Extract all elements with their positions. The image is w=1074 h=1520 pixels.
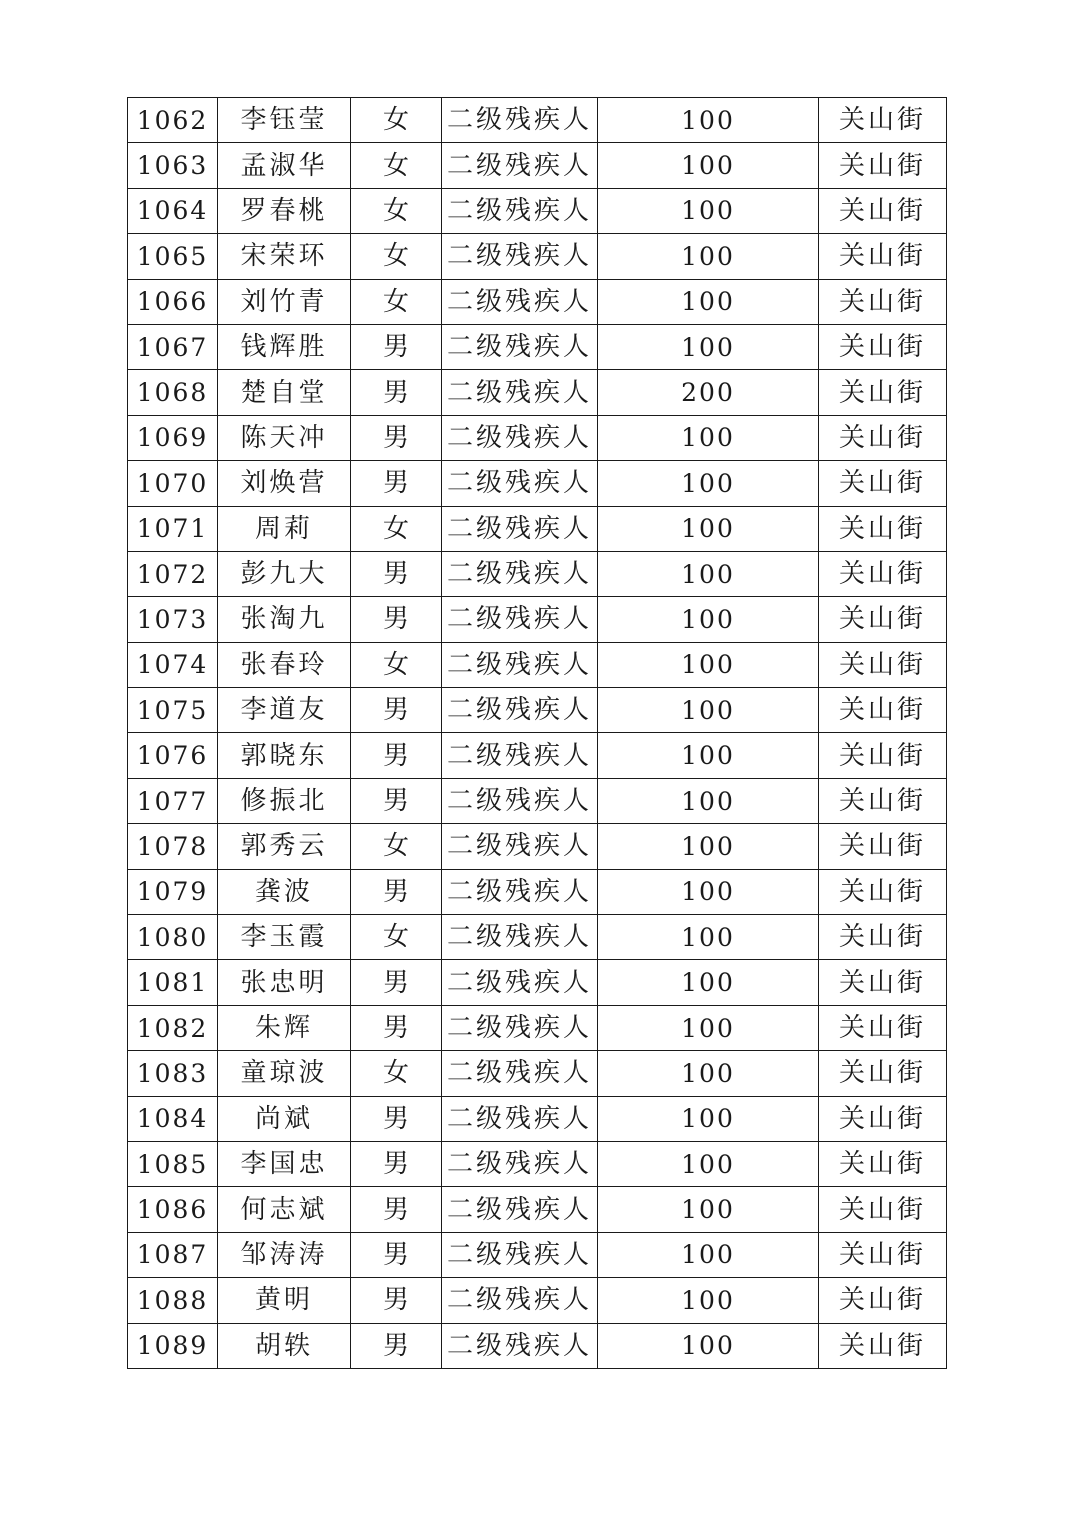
category-cell: 二级残疾人 [442,461,598,506]
amount-cell: 100 [598,279,819,324]
category-cell: 二级残疾人 [442,869,598,914]
name-cell: 郭秀云 [218,824,351,869]
category-cell: 二级残疾人 [442,1323,598,1368]
table-row [128,324,947,369]
row-number-cell: 1065 [128,234,218,279]
gender-cell: 男 [351,597,442,642]
gender-cell: 男 [351,1096,442,1141]
category-cell: 二级残疾人 [442,1096,598,1141]
gender-cell: 男 [351,1323,442,1368]
name-cell: 张春玲 [218,642,351,687]
row-number-cell: 1070 [128,461,218,506]
table-row [128,98,947,143]
table-row [128,597,947,642]
name-cell: 李国忠 [218,1141,351,1186]
table-row [128,1051,947,1096]
category-cell: 二级残疾人 [442,188,598,233]
category-cell: 二级残疾人 [442,642,598,687]
street-cell: 关山街 [819,188,947,233]
street-cell: 关山街 [819,1187,947,1232]
amount-cell: 100 [598,915,819,960]
amount-cell: 100 [598,415,819,460]
row-number-cell: 1068 [128,370,218,415]
street-cell: 关山街 [819,960,947,1005]
table-row [128,551,947,596]
street-cell: 关山街 [819,98,947,143]
table-row [128,869,947,914]
amount-cell: 100 [598,324,819,369]
row-number-cell: 1079 [128,869,218,914]
street-cell: 关山街 [819,506,947,551]
street-cell: 关山街 [819,733,947,778]
street-cell: 关山街 [819,869,947,914]
row-number-cell: 1073 [128,597,218,642]
amount-cell: 100 [598,1096,819,1141]
gender-cell: 男 [351,778,442,823]
amount-cell: 100 [598,143,819,188]
street-cell: 关山街 [819,824,947,869]
street-cell: 关山街 [819,1096,947,1141]
gender-cell: 女 [351,915,442,960]
street-cell: 关山街 [819,1051,947,1096]
name-cell: 孟淑华 [218,143,351,188]
street-cell: 关山街 [819,234,947,279]
roster-table-body [128,98,947,1369]
gender-cell: 男 [351,960,442,1005]
street-cell: 关山街 [819,597,947,642]
gender-cell: 男 [351,1005,442,1050]
street-cell: 关山街 [819,915,947,960]
row-number-cell: 1066 [128,279,218,324]
row-number-cell: 1080 [128,915,218,960]
gender-cell: 女 [351,506,442,551]
name-cell: 张忠明 [218,960,351,1005]
amount-cell: 100 [598,506,819,551]
name-cell: 周莉 [218,506,351,551]
table-row [128,824,947,869]
amount-cell: 100 [598,1278,819,1323]
amount-cell: 100 [598,188,819,233]
gender-cell: 男 [351,551,442,596]
amount-cell: 100 [598,824,819,869]
table-row [128,461,947,506]
street-cell: 关山街 [819,688,947,733]
street-cell: 关山街 [819,143,947,188]
row-number-cell: 1072 [128,551,218,596]
gender-cell: 男 [351,1278,442,1323]
street-cell: 关山街 [819,1323,947,1368]
category-cell: 二级残疾人 [442,279,598,324]
category-cell: 二级残疾人 [442,415,598,460]
gender-cell: 女 [351,824,442,869]
row-number-cell: 1081 [128,960,218,1005]
name-cell: 宋荣环 [218,234,351,279]
row-number-cell: 1069 [128,415,218,460]
row-number-cell: 1084 [128,1096,218,1141]
table-row [128,1232,947,1277]
category-cell: 二级残疾人 [442,143,598,188]
amount-cell: 100 [598,1051,819,1096]
name-cell: 朱辉 [218,1005,351,1050]
amount-cell: 100 [598,869,819,914]
name-cell: 童琼波 [218,1051,351,1096]
table-row [128,960,947,1005]
category-cell: 二级残疾人 [442,506,598,551]
gender-cell: 男 [351,1141,442,1186]
row-number-cell: 1083 [128,1051,218,1096]
row-number-cell: 1062 [128,98,218,143]
name-cell: 罗春桃 [218,188,351,233]
table-row [128,1278,947,1323]
table-row [128,688,947,733]
gender-cell: 女 [351,234,442,279]
category-cell: 二级残疾人 [442,1232,598,1277]
name-cell: 李道友 [218,688,351,733]
table-row [128,1187,947,1232]
gender-cell: 女 [351,143,442,188]
name-cell: 黄明 [218,1278,351,1323]
category-cell: 二级残疾人 [442,733,598,778]
street-cell: 关山街 [819,370,947,415]
table-row [128,733,947,778]
gender-cell: 男 [351,1232,442,1277]
amount-cell: 100 [598,960,819,1005]
street-cell: 关山街 [819,1005,947,1050]
amount-cell: 100 [598,778,819,823]
category-cell: 二级残疾人 [442,1141,598,1186]
name-cell: 刘焕营 [218,461,351,506]
row-number-cell: 1085 [128,1141,218,1186]
category-cell: 二级残疾人 [442,1051,598,1096]
row-number-cell: 1074 [128,642,218,687]
row-number-cell: 1087 [128,1232,218,1277]
amount-cell: 100 [598,1141,819,1186]
row-number-cell: 1076 [128,733,218,778]
name-cell: 张淘九 [218,597,351,642]
category-cell: 二级残疾人 [442,778,598,823]
gender-cell: 男 [351,869,442,914]
street-cell: 关山街 [819,642,947,687]
gender-cell: 男 [351,1187,442,1232]
category-cell: 二级残疾人 [442,1278,598,1323]
amount-cell: 200 [598,370,819,415]
amount-cell: 100 [598,1232,819,1277]
row-number-cell: 1078 [128,824,218,869]
amount-cell: 100 [598,461,819,506]
table-row [128,415,947,460]
street-cell: 关山街 [819,279,947,324]
amount-cell: 100 [598,1005,819,1050]
row-number-cell: 1089 [128,1323,218,1368]
name-cell: 刘竹青 [218,279,351,324]
gender-cell: 男 [351,370,442,415]
table-row [128,1141,947,1186]
street-cell: 关山街 [819,551,947,596]
roster-table [127,97,947,1369]
category-cell: 二级残疾人 [442,960,598,1005]
gender-cell: 女 [351,642,442,687]
amount-cell: 100 [598,551,819,596]
category-cell: 二级残疾人 [442,234,598,279]
amount-cell: 100 [598,733,819,778]
category-cell: 二级残疾人 [442,915,598,960]
table-row [128,915,947,960]
street-cell: 关山街 [819,1141,947,1186]
name-cell: 龚波 [218,869,351,914]
category-cell: 二级残疾人 [442,1005,598,1050]
gender-cell: 女 [351,188,442,233]
row-number-cell: 1077 [128,778,218,823]
name-cell: 李钰莹 [218,98,351,143]
amount-cell: 100 [598,1323,819,1368]
amount-cell: 100 [598,98,819,143]
amount-cell: 100 [598,234,819,279]
name-cell: 楚自堂 [218,370,351,415]
name-cell: 钱辉胜 [218,324,351,369]
category-cell: 二级残疾人 [442,370,598,415]
name-cell: 修振北 [218,778,351,823]
street-cell: 关山街 [819,1278,947,1323]
street-cell: 关山街 [819,415,947,460]
gender-cell: 男 [351,324,442,369]
row-number-cell: 1064 [128,188,218,233]
table-row [128,1096,947,1141]
amount-cell: 100 [598,597,819,642]
street-cell: 关山街 [819,778,947,823]
name-cell: 何志斌 [218,1187,351,1232]
row-number-cell: 1086 [128,1187,218,1232]
amount-cell: 100 [598,1187,819,1232]
name-cell: 陈天冲 [218,415,351,460]
table-row [128,143,947,188]
category-cell: 二级残疾人 [442,551,598,596]
name-cell: 邹涛涛 [218,1232,351,1277]
gender-cell: 男 [351,688,442,733]
gender-cell: 女 [351,279,442,324]
table-row [128,188,947,233]
table-row [128,234,947,279]
category-cell: 二级残疾人 [442,98,598,143]
category-cell: 二级残疾人 [442,688,598,733]
row-number-cell: 1071 [128,506,218,551]
category-cell: 二级残疾人 [442,324,598,369]
category-cell: 二级残疾人 [442,597,598,642]
row-number-cell: 1063 [128,143,218,188]
table-row [128,642,947,687]
category-cell: 二级残疾人 [442,1187,598,1232]
gender-cell: 男 [351,733,442,778]
row-number-cell: 1082 [128,1005,218,1050]
amount-cell: 100 [598,688,819,733]
name-cell: 胡轶 [218,1323,351,1368]
table-row [128,1323,947,1368]
name-cell: 尚斌 [218,1096,351,1141]
table-row [128,1005,947,1050]
category-cell: 二级残疾人 [442,824,598,869]
name-cell: 郭晓东 [218,733,351,778]
name-cell: 彭九大 [218,551,351,596]
table-row [128,370,947,415]
gender-cell: 女 [351,1051,442,1096]
table-row [128,778,947,823]
amount-cell: 100 [598,642,819,687]
gender-cell: 男 [351,461,442,506]
gender-cell: 男 [351,415,442,460]
street-cell: 关山街 [819,324,947,369]
table-row [128,279,947,324]
gender-cell: 女 [351,98,442,143]
name-cell: 李玉霞 [218,915,351,960]
row-number-cell: 1067 [128,324,218,369]
table-row [128,506,947,551]
street-cell: 关山街 [819,461,947,506]
street-cell: 关山街 [819,1232,947,1277]
row-number-cell: 1088 [128,1278,218,1323]
row-number-cell: 1075 [128,688,218,733]
